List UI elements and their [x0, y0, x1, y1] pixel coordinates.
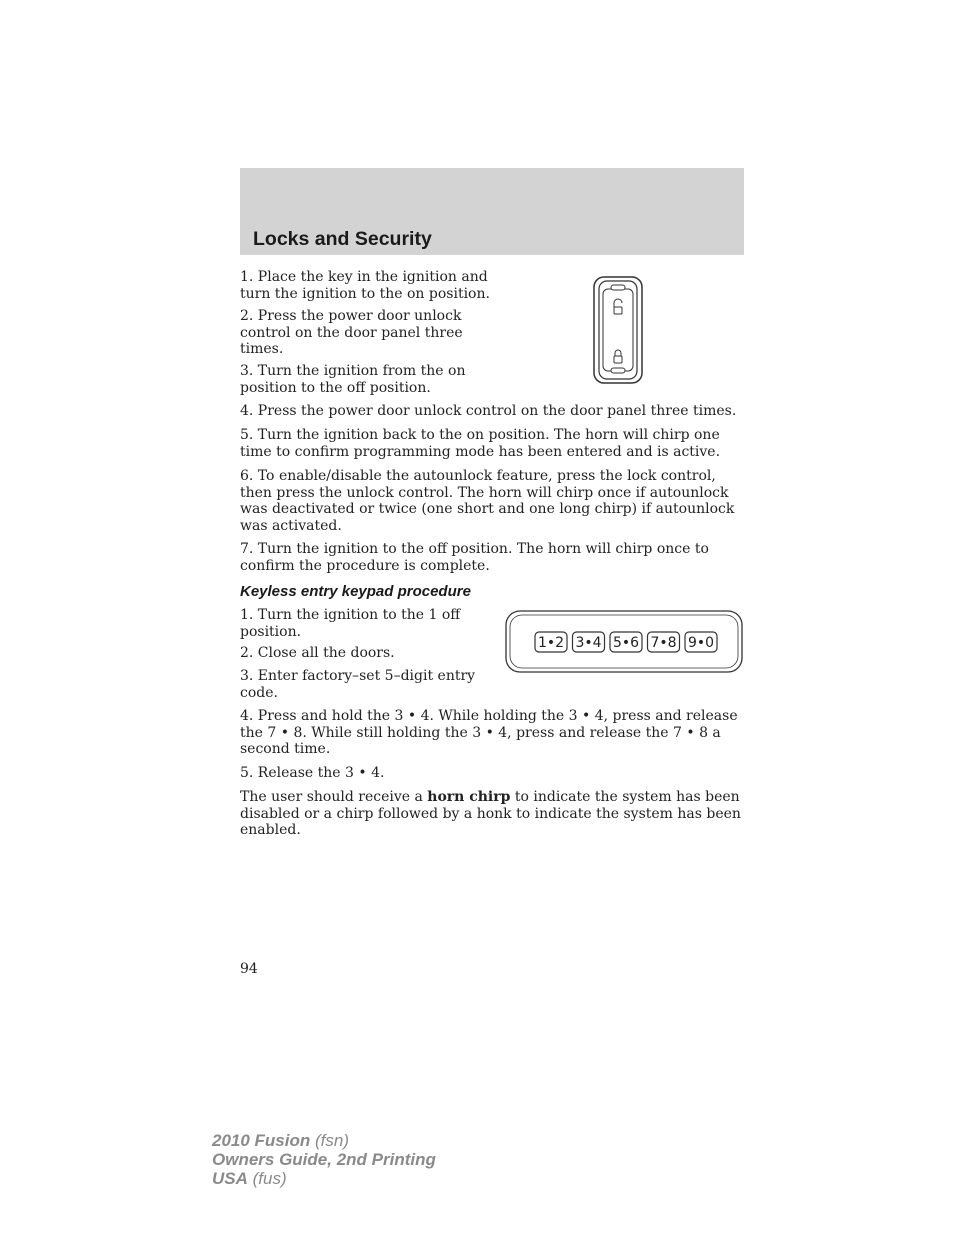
step-4: 4. Press the power door unlock control on the door panel three times.	[240, 403, 737, 419]
step-5: 5. Turn the ignition back to the on position. The horn will chirp one time to confirm programming mode has been entered and is active.	[240, 427, 721, 460]
footer-model-code: (fsn)	[310, 1131, 349, 1150]
lock-icon	[614, 350, 622, 363]
footer-market-code: (fus)	[247, 1169, 287, 1188]
footer-imprint	[212, 1131, 436, 1188]
step-6: 6. To enable/disable the autounlock feature, press the lock control, then press the unlock control. The horn will chirp once if autounlock was deactivated or twice (one short and one long chirp) if autounlock was activated.	[240, 468, 735, 534]
page-number: 94	[240, 961, 258, 977]
keypad-button-label: 3•4	[575, 635, 602, 651]
step-2: 2. Press the power door unlock control on the door panel three times.	[240, 308, 463, 357]
keypad-procedure-heading: Keyless entry keypad procedure	[240, 583, 471, 600]
keypad-step-4: 4. Press and hold the 3 • 4. While holding the 3 • 4, press and release the 7 • 8. While still holding the 3 • 4, press and release the 7 • 8 a second time.	[240, 708, 738, 757]
keypad-button-label: 1•2	[537, 635, 565, 651]
step-1: 1. Place the key in the ignition and turn the ignition to the on position.	[240, 269, 490, 302]
footer-edition: Owners Guide, 2nd Printing	[212, 1150, 436, 1169]
keypad-button-label: 7•8	[650, 635, 677, 651]
keypad-step-3: 3. Enter factory–set 5–digit entry code.	[240, 668, 476, 701]
keypad-step-5: 5. Release the 3 • 4.	[240, 765, 385, 781]
keypad-button-label: 5•6	[612, 635, 640, 651]
closing-paragraph	[240, 789, 744, 839]
closing-text-end: to indicate the system has been disabled or a chirp followed by a honk to indicate the system has been enabled.	[240, 789, 741, 838]
keypad-step-2: 2. Close all the doors.	[240, 645, 395, 661]
step-7: 7. Turn the ignition to the off position. The horn will chirp once to confirm the procedure is complete.	[240, 541, 709, 574]
step-3: 3. Turn the ignition from the on position to the off position.	[240, 363, 466, 396]
footer-model: 2010 Fusion	[212, 1131, 311, 1150]
section-header-band	[240, 168, 744, 255]
keypad-step-1: 1. Turn the ignition to the 1 off position.	[240, 607, 461, 640]
footer-market: USA	[212, 1169, 248, 1188]
keypad-button-label: 9•0	[687, 635, 715, 651]
unlock-icon	[614, 299, 622, 314]
closing-text-start: The user should receive a	[240, 789, 428, 805]
keypad-illustration	[505, 610, 743, 673]
horn-chirp-emphasis: horn chirp	[427, 789, 511, 805]
door-lock-switch-illustration	[592, 275, 644, 385]
section-title: Locks and Security	[253, 228, 432, 250]
